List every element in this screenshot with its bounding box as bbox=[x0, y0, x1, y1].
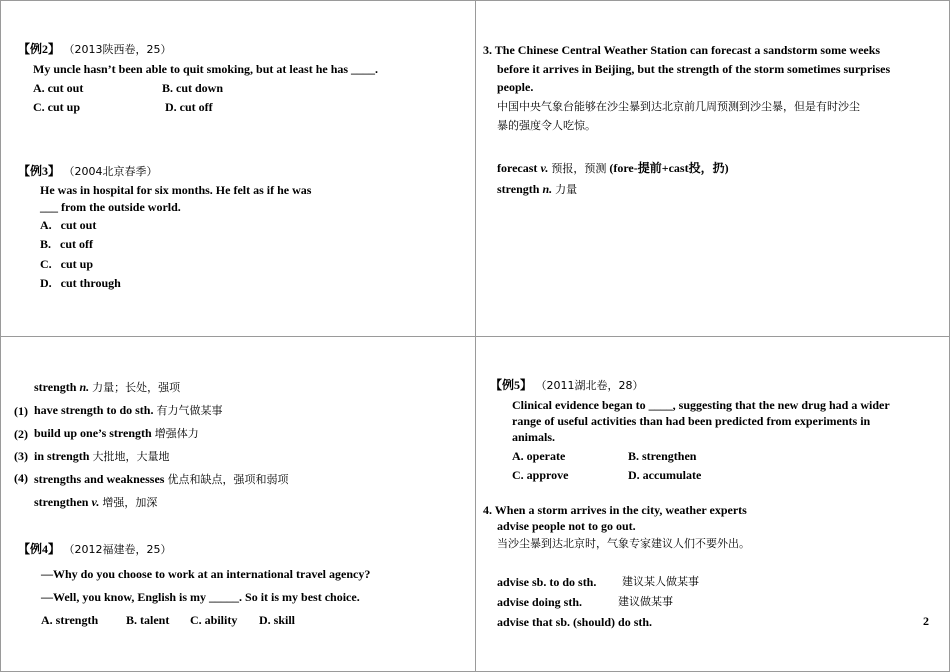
q4-option-b: B. talent bbox=[126, 613, 170, 627]
q4-header: 【例4】 （2012福建卷，25） bbox=[18, 542, 172, 556]
strength-item: strengths and weaknesses 优点和缺点，强项和弱项 bbox=[34, 472, 289, 486]
vocab-forecast: forecast v. 预报，预测 (fore-提前+cast投，扔) bbox=[497, 161, 729, 175]
sentence3-cn-line1: 中国中央气象台能够在沙尘暴到达北京前几周预测到沙尘暴，但是有时沙尘 bbox=[497, 100, 860, 113]
q3-option-a: A. cut out bbox=[40, 218, 97, 232]
strength-item: have strength to do sth. 有力气做某事 bbox=[34, 403, 223, 417]
q3-header: 【例3】 （2004北京春季） bbox=[18, 164, 158, 178]
q2-option-b: B. cut down bbox=[162, 81, 224, 95]
sentence4-en-line1: 4. When a storm arrives in the city, weather experts bbox=[483, 503, 747, 517]
advise-usage-cn: 建议某人做某事 bbox=[622, 575, 699, 588]
q5-stem-line1: Clinical evidence began to ____, suggesting that the new drug had a wider bbox=[512, 398, 890, 412]
q3-option-d: D. cut through bbox=[40, 276, 121, 290]
q5-option-b: B. strengthen bbox=[628, 449, 697, 463]
slide-panel-bottom-left bbox=[0, 336, 476, 672]
advise-usage-cn: 建议做某事 bbox=[618, 595, 673, 608]
strength-item-number: (1) bbox=[14, 404, 28, 418]
q4-option-c: C. ability bbox=[190, 613, 238, 627]
strengthen-verb: strengthen v. 增强，加深 bbox=[34, 495, 158, 509]
q5-stem-line2: range of useful activities than had been predicted from experiments in bbox=[512, 414, 871, 428]
advise-usage: advise that sb. (should) do sth. bbox=[497, 615, 653, 629]
q2-option-a: A. cut out bbox=[33, 81, 84, 95]
strength-item: in strength 大批地，大量地 bbox=[34, 449, 170, 463]
slide-panel-top-right bbox=[475, 0, 950, 337]
q3-option-b: B. cut off bbox=[40, 237, 93, 251]
q4-line1: —Why do you choose to work at an international travel agency? bbox=[41, 567, 371, 581]
sentence3-cn-line2: 暴的强度令人吃惊。 bbox=[497, 119, 596, 132]
vocab-strength: strength n. 力量 bbox=[497, 182, 578, 196]
q4-option-d: D. skill bbox=[259, 613, 296, 627]
q3-stem-line2: ___ from the outside world. bbox=[40, 200, 181, 214]
q4-line2: —Well, you know, English is my _____. So it is my best choice. bbox=[41, 590, 360, 604]
q3-stem-line1: He was in hospital for six months. He felt as if he was bbox=[40, 183, 312, 197]
q2-stem: My uncle hasn’t been able to quit smoking, but at least he has ____. bbox=[33, 62, 379, 76]
q2-header: 【例2】 （2013陕西卷，25） bbox=[18, 42, 172, 56]
q5-option-c: C. approve bbox=[512, 468, 569, 482]
sentence4-cn: 当沙尘暴到达北京时，气象专家建议人们不要外出。 bbox=[497, 537, 750, 550]
q2-option-d: D. cut off bbox=[165, 100, 213, 114]
q5-option-a: A. operate bbox=[512, 449, 566, 463]
strength-item: build up one’s strength 增强体力 bbox=[34, 426, 199, 440]
q5-option-d: D. accumulate bbox=[628, 468, 702, 482]
q2-option-c: C. cut up bbox=[33, 100, 81, 114]
q5-header: 【例5】 （2011湖北卷，28） bbox=[490, 378, 644, 392]
sentence3-en-line1: 3. The Chinese Central Weather Station can forecast a sandstorm some weeks bbox=[483, 43, 881, 57]
page-number: 2 bbox=[923, 614, 929, 628]
q5-stem-line3: animals. bbox=[512, 430, 556, 444]
slide-panel-top-left bbox=[0, 0, 476, 337]
strength-item-number: (4) bbox=[14, 471, 28, 485]
slide-panel-bottom-right bbox=[475, 336, 950, 672]
strength-item-number: (2) bbox=[14, 427, 28, 441]
q3-option-c: C. cut up bbox=[40, 257, 94, 271]
strength-head: strength n. 力量；长处，强项 bbox=[34, 380, 181, 394]
sentence3-en-line2: before it arrives in Beijing, but the strength of the storm sometimes surprises bbox=[497, 62, 891, 76]
advise-usage: advise sb. to do sth. bbox=[497, 575, 597, 589]
q4-option-a: A. strength bbox=[41, 613, 99, 627]
strength-item-number: (3) bbox=[14, 449, 28, 463]
sentence3-en-line3: people. bbox=[497, 80, 534, 94]
advise-usage: advise doing sth. bbox=[497, 595, 583, 609]
sentence4-en-line2: advise people not to go out. bbox=[497, 519, 636, 533]
